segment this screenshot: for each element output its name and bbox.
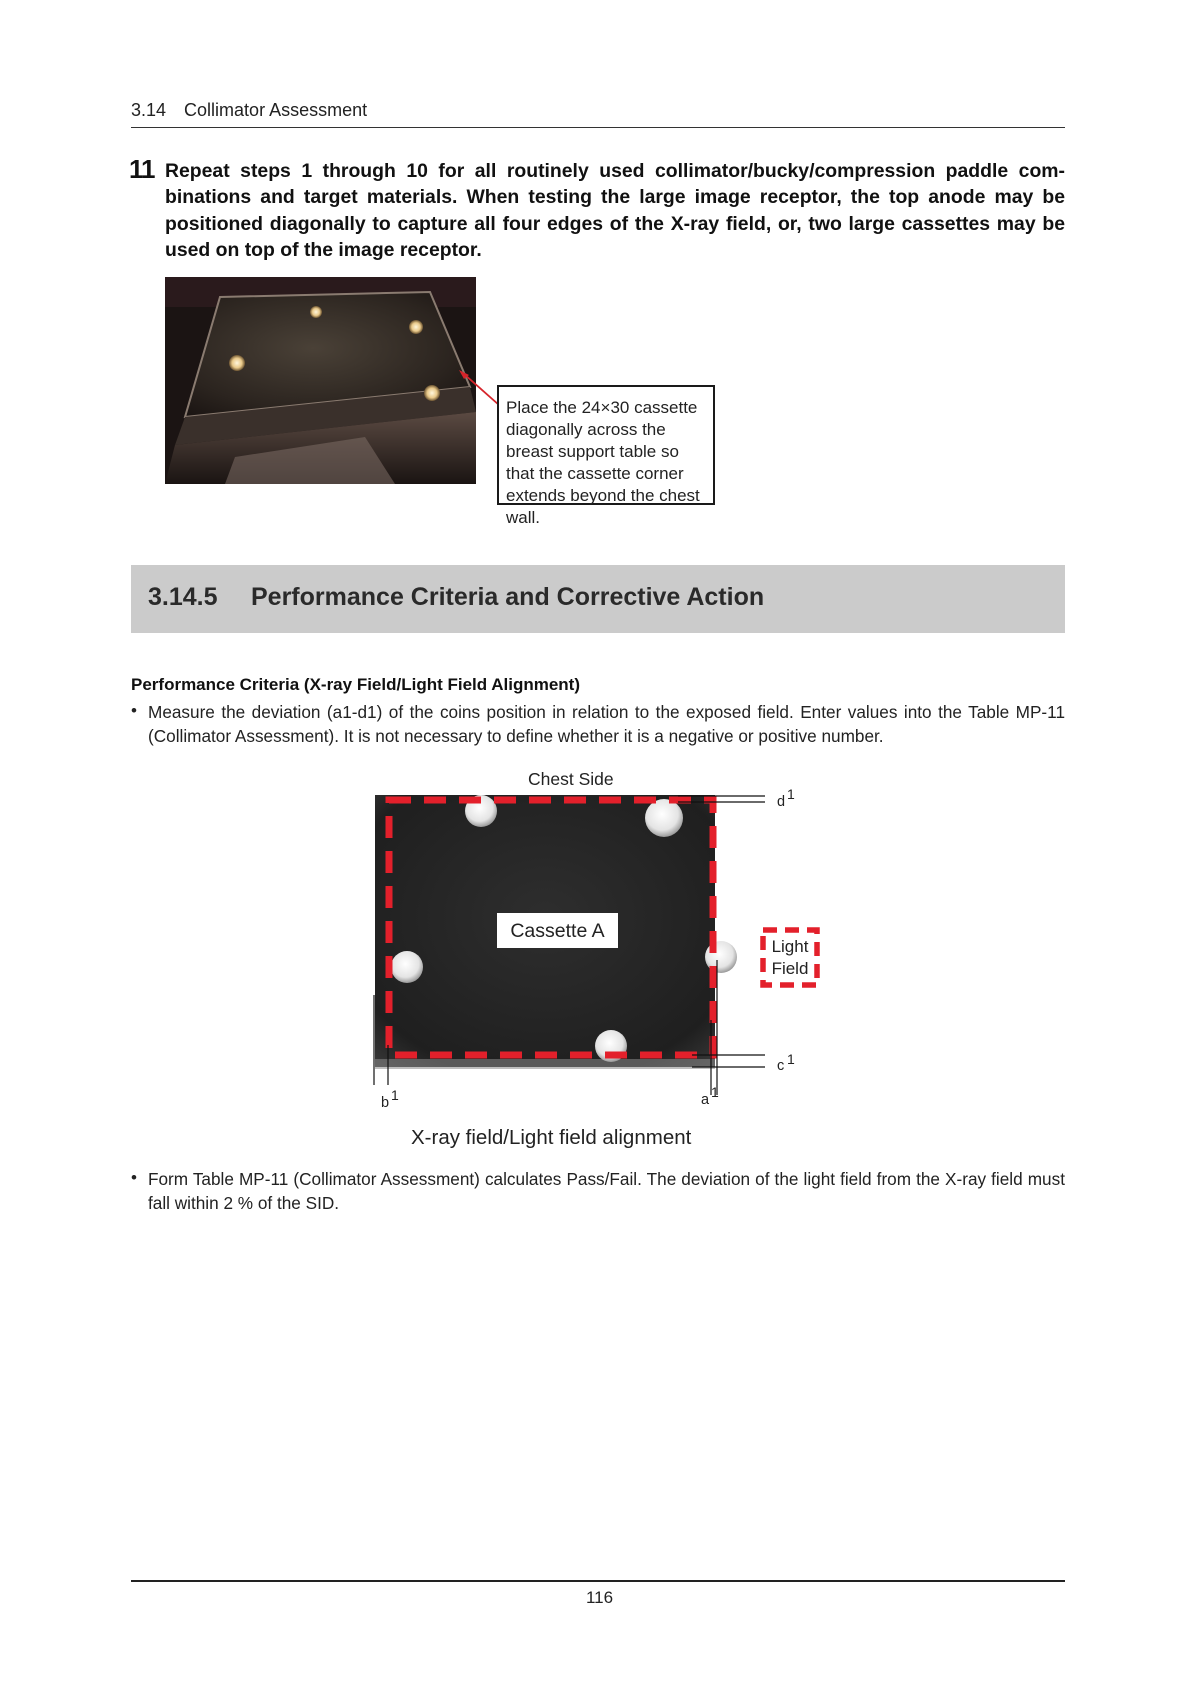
c1-subscript: 1 bbox=[787, 1051, 795, 1067]
coin-marker bbox=[391, 951, 423, 983]
running-header bbox=[131, 100, 1065, 121]
step-text: Repeat steps 1 through 10 for all routinely used collimator/bucky/compression paddle com-binations and target materials. When testing the large image receptor, the top anode may be positioned diagonally to capture all four edges of the X-ray field, or, two large cassettes may be used on top of the image receptor. bbox=[165, 160, 1065, 262]
header-rule bbox=[131, 127, 1065, 128]
alignment-figure bbox=[360, 765, 830, 1115]
cassette-label: Cassette A bbox=[510, 920, 605, 942]
light-field-legend-line2: Field bbox=[771, 959, 809, 978]
running-header-number: 3.14 bbox=[131, 100, 167, 120]
section-number: 3.14.5 bbox=[148, 583, 218, 611]
d1-subscript: 1 bbox=[787, 786, 795, 802]
coin-marker bbox=[645, 799, 683, 837]
d1-label: d bbox=[777, 794, 786, 810]
cassette-photo bbox=[165, 277, 476, 484]
bullet-text-2: Form Table MP-11 (Collimator Assessment) calculates Pass/Fail. The deviation of the light field from the X-ray field must fall within 2 % of the SID. bbox=[148, 1169, 1065, 1213]
xray-field-edge bbox=[375, 1059, 715, 1069]
bullet-marker: • bbox=[131, 701, 137, 720]
figure-caption: X-ray field/Light field alignment bbox=[411, 1126, 692, 1149]
footer-rule bbox=[131, 1580, 1065, 1582]
photo-callout: Place the 24×30 cassette diagonally across the breast support table so that the cassette corner extends beyond the chest wall. bbox=[497, 385, 715, 505]
a1-label: a bbox=[701, 1092, 710, 1108]
a1-subscript: 1 bbox=[711, 1084, 719, 1100]
c1-label: c bbox=[777, 1058, 785, 1074]
section-title: Performance Criteria and Corrective Action bbox=[251, 583, 765, 611]
bullet-text-1: Measure the deviation (a1-d1) of the coins position in relation to the exposed field. Enter values into the Table MP-11 (Collimator Assessment). It is not necessary to define whether it is a negative or positive number. bbox=[148, 702, 1065, 746]
criteria-heading: Performance Criteria (X-ray Field/Light Field Alignment) bbox=[131, 675, 580, 694]
b1-label: b bbox=[381, 1095, 390, 1111]
page-number: 116 bbox=[585, 1588, 614, 1607]
cassette-photo-image bbox=[165, 277, 476, 484]
b1-subscript: 1 bbox=[391, 1087, 399, 1103]
light-field-legend-line1: Light bbox=[771, 937, 809, 956]
chest-side-label: Chest Side bbox=[528, 769, 614, 789]
step-number: 11 bbox=[129, 154, 155, 184]
running-header-title: Collimator Assessment bbox=[184, 100, 368, 120]
bullet-marker: • bbox=[131, 1168, 137, 1187]
